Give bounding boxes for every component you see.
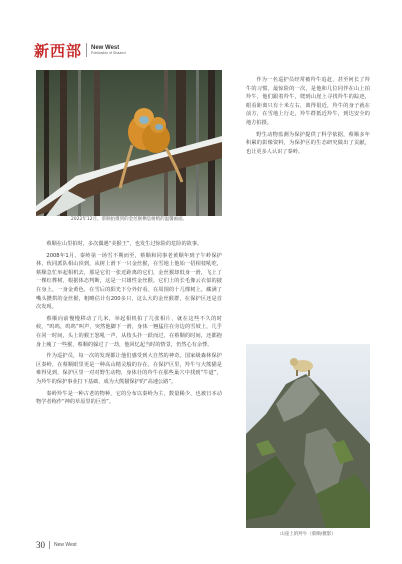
paragraph: 作为巡护员，每一次的发现都让他们感受到大自然的神奇。国家级森林保护区秦岭，在蔡顺眼里更是一种高山精灵般的存在。在保护区里，羚牛与大熊猫是难得见到，保护区里一对对野生动物，身体壮的羚牛在那些巢穴中找到“牛道”，为羚牛的保护事业打下基础，成为大熊猫保护的“高速公路”。	[36, 353, 222, 385]
masthead-title-cn: 新西部	[34, 41, 83, 60]
masthead	[34, 40, 126, 60]
footer-publication: New West	[54, 542, 77, 548]
paragraph: 蔡顺在山里拍时，多次偶遇“美猴王”，也发生过惊险的危险的故事。	[46, 241, 203, 247]
paragraph: 作为一名巡护员经常被羚牛追赶，甚至何长了羚牛的习惯，最惊险的一次，是他和几位同伴在山上拍羚牛，他们跟着羚牛，爬到山崖上寻找羚牛的踪迹，眼看距离只有十米左右，离得很近，羚牛的身子就在前方，在雪地上行走，羚牛群抵近羚牛，到达安全的地方拍摄。	[246, 77, 370, 126]
photo-caption: 2022年12月，蔡顺拍摄到的金丝猴栖息树梢的温馨画面。	[70, 217, 188, 222]
article-right-column	[246, 76, 370, 159]
masthead-divider	[86, 43, 87, 57]
page-number: 30	[36, 540, 45, 550]
footer-divider	[49, 541, 50, 549]
photo-caption: 山崖上的羚牛（蔡顺/摄影）	[280, 532, 336, 537]
masthead-subtitle-en: Publication of Shaanxi	[91, 50, 126, 55]
page-footer	[36, 540, 77, 550]
paragraph: 2008年1月，秦岭第一场雪不期而至，蔡顺和同事老黄顺年到子午岭保护林，伙同派队相山顶到，从树上滑下一只金丝猴，在雪地上他始一招相枝吼吃，蔡顺急忙举起相机去，那是它们一张近距离的它们，金丝猴却低身一滑，飞上了一棵红桦树，根据体态判断，这是一只雄性金丝猴。它们上的长毛像云衣似的披在身上，一身金黄色，在雪后的阳光下分外好看。在周围的十几棵树上，藏满了嘴头攒拱的金丝猴，粗略估计有200多只，这么大的金丝猴群，在保护区还是首次发现。	[36, 252, 222, 311]
takin-cliff-photo	[246, 344, 370, 528]
paragraph: 秦岭羚牛是一种古老的物种，它的分布以秦岭为主，数量稀少，也被日本动物学者称作“神的草原里的巨兽”。	[36, 390, 222, 406]
paragraph: 野生动物监测为保护提供了科学依据，蔡顺多年积累的影像资料，为保护区的生态研究做出了贡献，也让更多人认识了秦岭。	[246, 131, 370, 155]
paragraph: 蔡顺向前慢慢移动了几米，举起相机拍了几张相片，就在这些不久的时候，“呜呜，呜呜”叫声，突然他脚下一滑，身体一翘猛往在旁边的雪坡上，几乎在同一时间，头上的猴王怒吼一声，从枝头扑一跃而过，在蔡顺的时间，还都抱身上瘦了一些猴，蔡顺的躲过了一劫，他回忆起当时的情景，仍然心有余悸。	[36, 315, 222, 348]
article-left-column	[36, 240, 222, 410]
golden-monkeys-photo	[36, 70, 222, 216]
masthead-title-en: New West	[91, 44, 120, 51]
masthead-english	[91, 45, 126, 56]
